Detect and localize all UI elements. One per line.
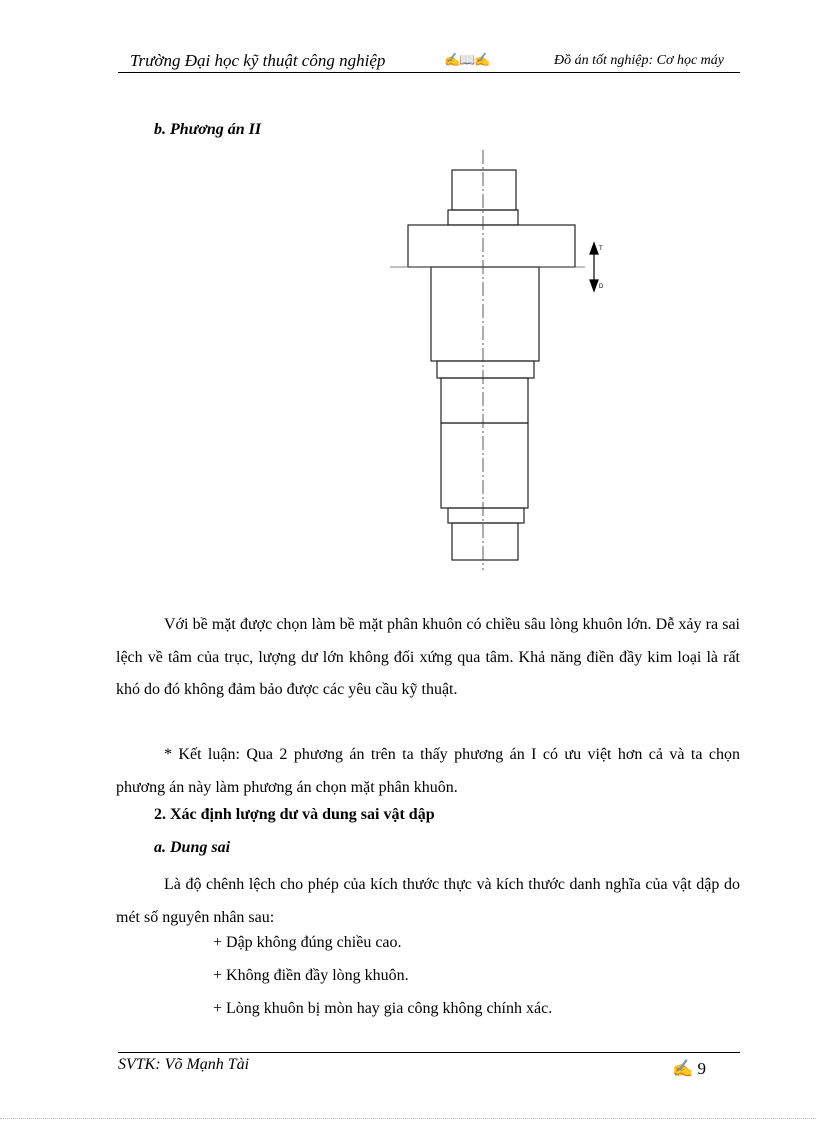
shaft-drawing bbox=[380, 150, 620, 570]
header-project: Đồ án tốt nghiệp: Cơ học máy bbox=[553, 53, 724, 68]
section-b-title: b. Phương án II bbox=[154, 121, 262, 138]
page-number: ✍ 9 bbox=[672, 1059, 706, 1078]
header-ornament-icon: ✍📖✍ bbox=[444, 52, 490, 67]
footer-author: SVTK: Võ Mạnh Tài bbox=[118, 1056, 250, 1073]
heading-a: a. Dung sai bbox=[154, 839, 231, 856]
label-bottom: D bbox=[599, 284, 604, 290]
page-bottom-divider bbox=[0, 1118, 816, 1119]
shaft-step-2 bbox=[441, 378, 528, 423]
shaft-step-top bbox=[452, 170, 516, 210]
page-footer bbox=[118, 1052, 740, 1079]
header-school: Trường Đại học kỹ thuật công nghiệp bbox=[130, 51, 386, 70]
paragraph-3: Là độ chênh lệch cho phép của kích thước thực và kích thước danh nghĩa của vật dập do mét số nguyên nhân sau: bbox=[116, 876, 740, 926]
bullet-item: + Lòng khuôn bị mòn hay gia công không chính xác. bbox=[213, 1000, 553, 1017]
heading-2: 2. Xác định lượng dư và dung sai vật dập bbox=[154, 806, 435, 823]
shaft-body bbox=[431, 267, 539, 361]
label-top: T bbox=[599, 246, 603, 252]
paragraph-2: * Kết luận: Qua 2 phương án trên ta thấy phương án I có ưu việt hơn cả và ta chọn phương án này làm phương án chọn mặt phân khuôn. bbox=[116, 746, 740, 796]
shaft-flange bbox=[408, 225, 575, 267]
bullet-item: + Dập không đúng chiều cao. bbox=[213, 934, 402, 951]
shaft-step-3 bbox=[441, 423, 528, 508]
shaft-step-1 bbox=[437, 361, 534, 378]
page-header bbox=[118, 50, 740, 73]
shaft-step-4 bbox=[448, 508, 524, 523]
direction-arrows bbox=[590, 243, 598, 291]
bullet-item: + Không điền đầy lòng khuôn. bbox=[213, 967, 409, 984]
shaft-step-bottom bbox=[452, 523, 518, 560]
paragraph-1: Với bề mặt được chọn làm bề mặt phân khuôn có chiều sâu lòng khuôn lớn. Dễ xảy ra sai lệch về tâm của trục, lượng dư lớn không đối xứng qua tâm. Khả năng điền đầy kim loại là rất khó do đó không đảm bảo được các yêu cầu kỹ thuật. bbox=[116, 616, 740, 698]
